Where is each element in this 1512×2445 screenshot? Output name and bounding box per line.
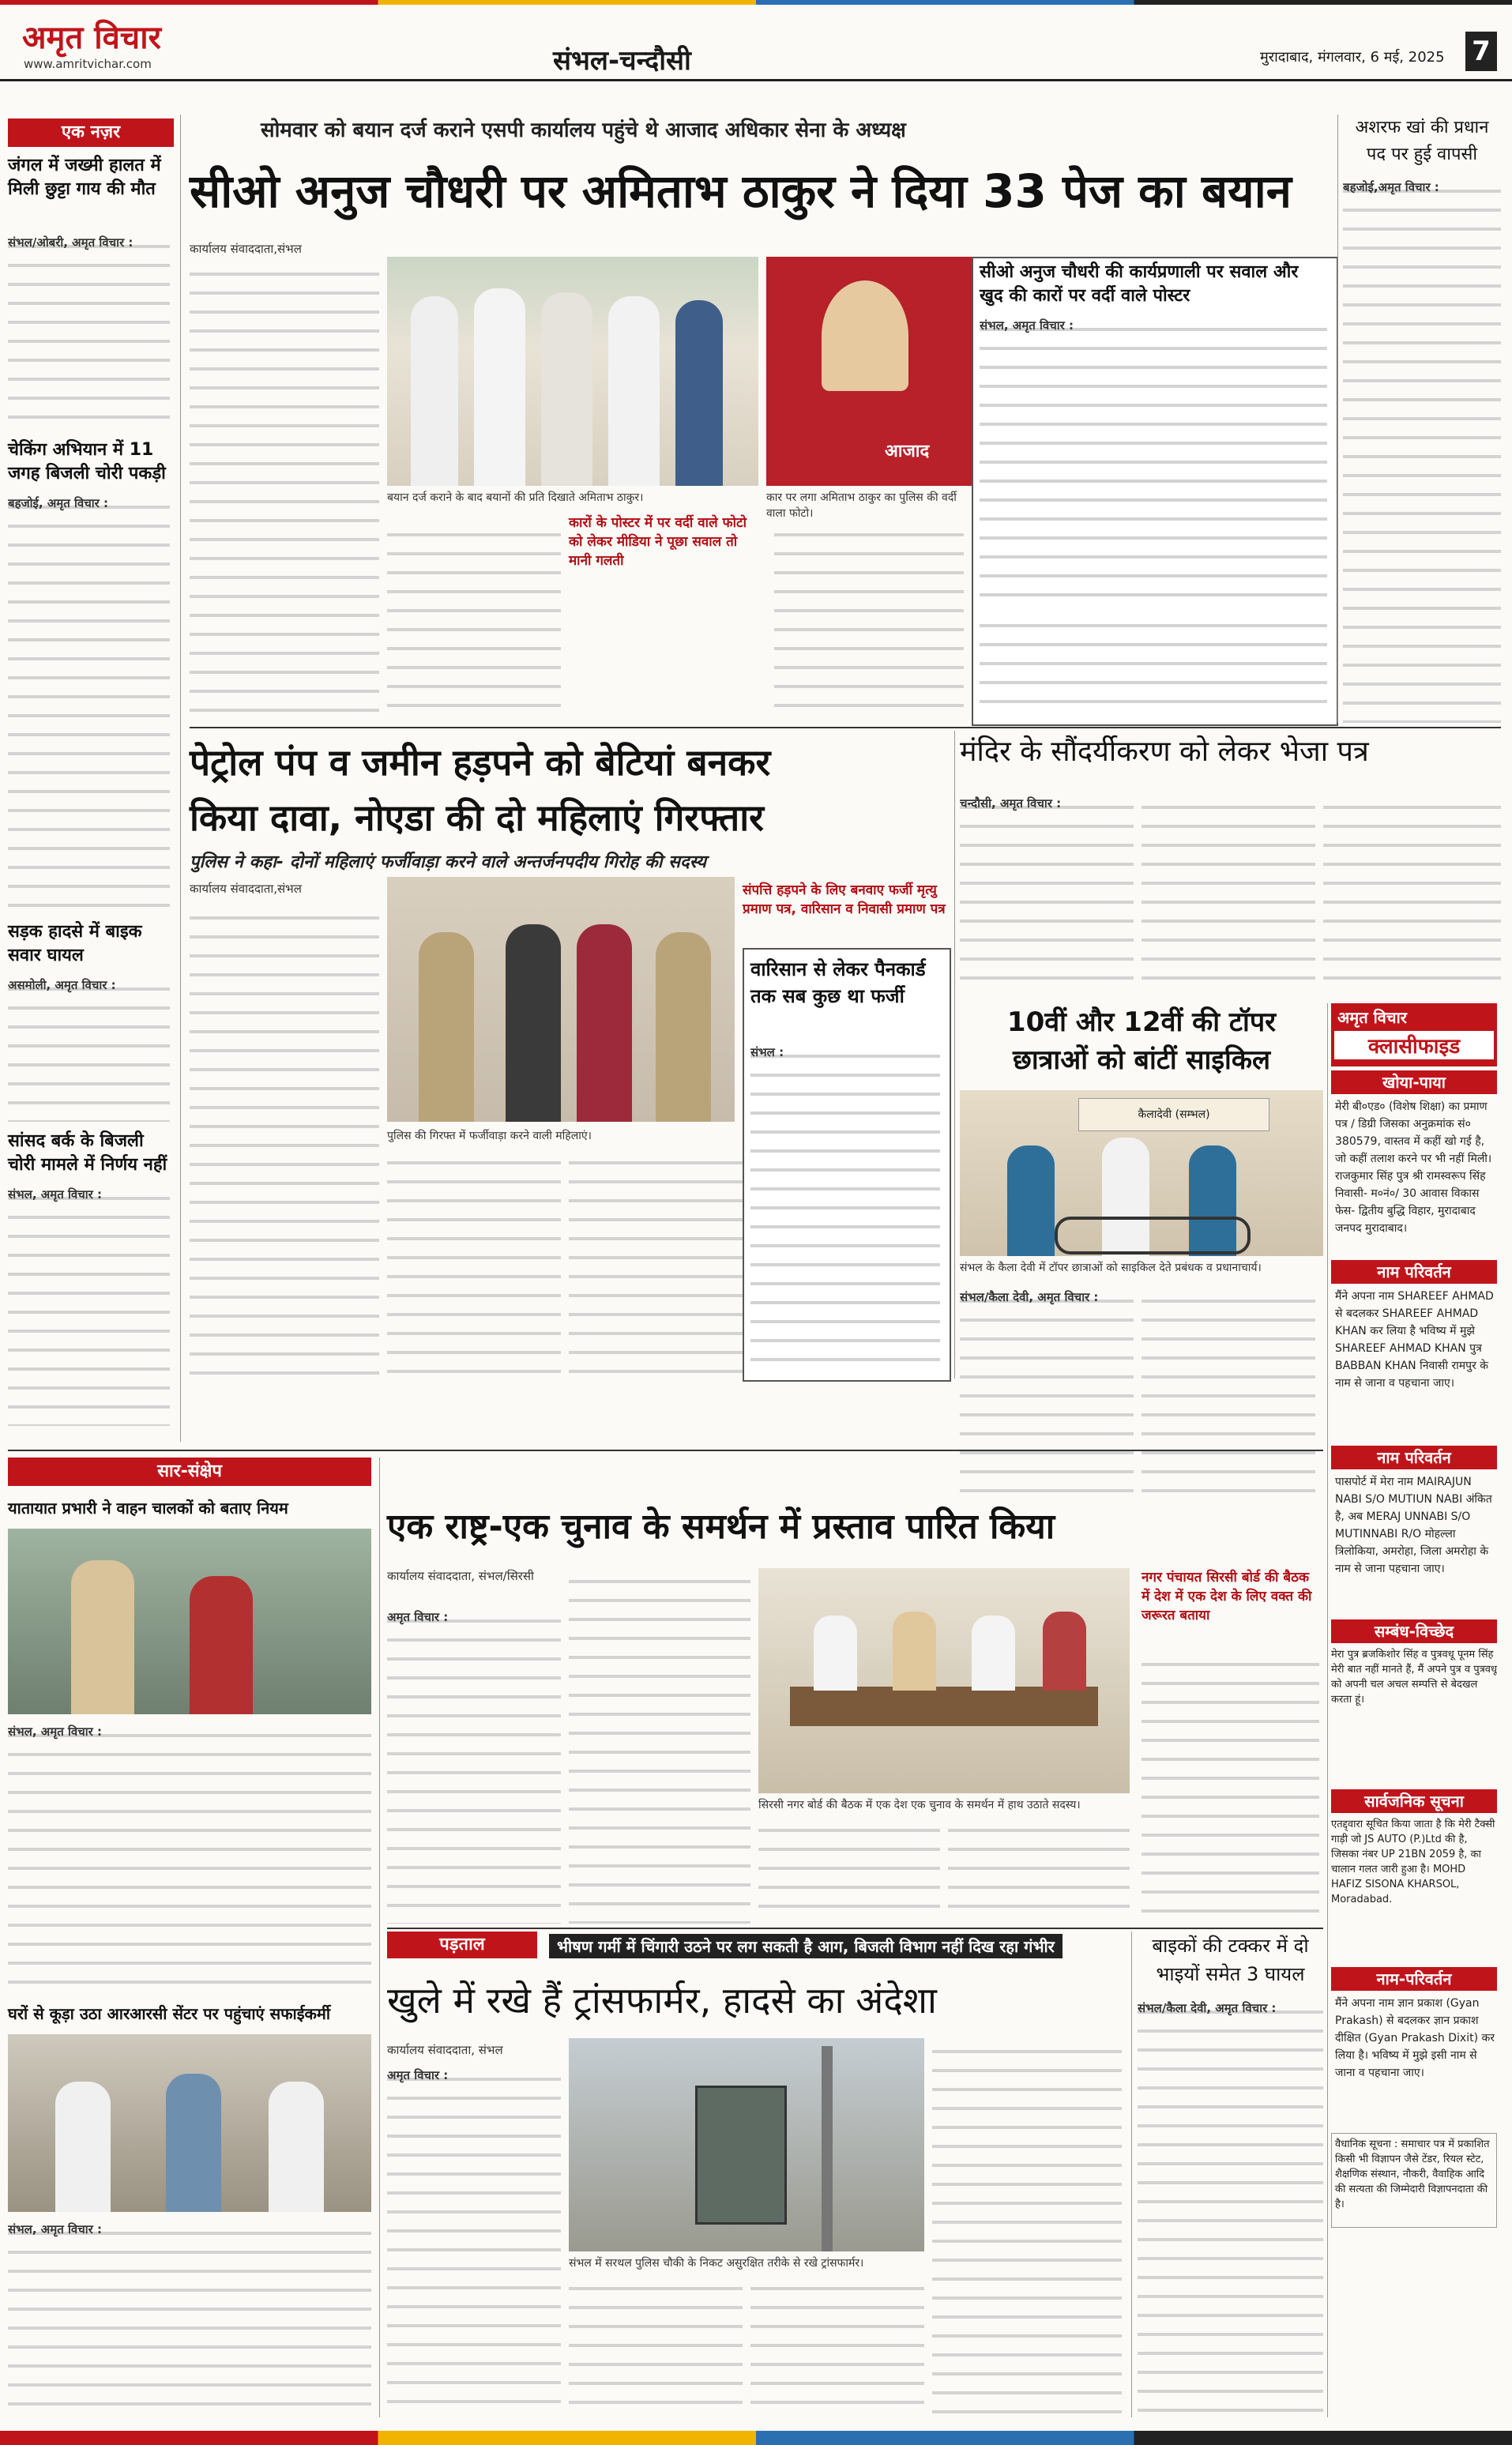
story7-column: [932, 2038, 1122, 2417]
person-figure: [166, 2074, 221, 2212]
story5-photo: [960, 1090, 1323, 1256]
date-line: मुरादाबाद, मंगलवार, 6 मई, 2025: [1260, 49, 1445, 66]
column-rule: [1337, 115, 1338, 723]
column-rule: [1327, 1003, 1328, 2417]
classified-section-heading: नाम परिवर्तन: [1331, 1446, 1497, 1469]
poster-text: आजाद: [885, 442, 930, 461]
classified-header: [1331, 1003, 1497, 1066]
sidebar-item-body: संभल/ओबरी, अमृत विचार :: [8, 233, 170, 431]
story1-column: [774, 521, 964, 723]
story4-column: [1323, 794, 1501, 995]
story6-column: [1142, 1651, 1319, 1924]
story5-photo-caption: संभल के कैला देवी में टॉपर छात्राओं को साइकिल देते प्रबंधक व प्रधानाचार्य।: [960, 1262, 1262, 1274]
person-figure: [411, 296, 458, 486]
person-figure: [1007, 1145, 1055, 1256]
school-banner-text: कैलादेवी (सम्भल): [1138, 1108, 1210, 1121]
person-figure: [1043, 1612, 1086, 1691]
classified-section-text: एतद्द्वारा सूचित किया जाता है कि मेरी टैक्सी गाड़ी जो JS AUTO (P.)Ltd की है, जिसका नंबर UP 21BN 2059 है, का चालान गलत जारी हुआ है। MOHD HAFIZ SISONA KHARSOL, Moradabad.: [1331, 1819, 1495, 1905]
classified-section-text: मैंने अपना नाम ज्ञान प्रकाश (Gyan Prakash) से बदलकर ज्ञान प्रकाश दीक्षित (Gyan Prakash Dixit) कर लिया है। भविष्य में मुझे इसी नाम से जाना व पहचाना जाए।: [1335, 1997, 1495, 2079]
utility-pole: [822, 2046, 833, 2251]
story2-headline: अशरफ खां की प्रधान पद पर हुई वापसी: [1355, 118, 1489, 164]
person-figure: [608, 296, 660, 486]
story7-tag: पड़ताल: [387, 1932, 537, 1958]
story1-column: [190, 261, 379, 723]
story6-byline: कार्यालय संवाददाता, संभल/सिरसी: [387, 1569, 534, 1583]
person-figure: [474, 288, 525, 486]
story1-poster-photo: [766, 257, 972, 486]
bicycle: [1055, 1217, 1251, 1254]
person-figure: [506, 924, 561, 1122]
masthead-url: www.amritvichar.com: [24, 57, 152, 71]
page-number: 7: [1465, 32, 1497, 71]
story1-sidebox-body: संभल, अमृत विचार :: [980, 316, 1327, 600]
classified-section-heading: सार्वजनिक सूचना: [1331, 1789, 1497, 1813]
story3-callout: संपत्ति हड़पने के लिए बनवाए फर्जी मृत्यु प्रमाण पत्र, वारिसान व निवासी प्रमाण पत्र: [743, 882, 946, 917]
story3-headline-line: किया दावा, नोएडा की दो महिलाएं गिरफ्तार: [190, 796, 764, 839]
story3-photo: [387, 877, 735, 1122]
person-figure: [55, 2082, 111, 2212]
person-figure: [972, 1616, 1015, 1691]
story6-headline: एक राष्ट्र-एक चुनाव के समर्थन में प्रस्ताव पारित किया: [387, 1506, 1055, 1547]
school-banner: [1078, 1098, 1269, 1131]
story5-headline: [960, 1003, 1323, 1079]
saar-label: सार-संक्षेप: [8, 1458, 371, 1486]
story5-column: [1142, 1288, 1315, 1493]
story1-byline: कार्यालय संवाददाता,संभल: [190, 242, 302, 256]
story6-column: [758, 1817, 940, 1924]
person-figure: [577, 924, 632, 1122]
story6-photo-caption: सिरसी नगर बोर्ड की बैठक में एक देश एक चुनाव के समर्थन में हाथ उठाते सदस्य।: [758, 1799, 1081, 1811]
sidebar-item-body: असमोली, अमृत विचार :: [8, 976, 170, 1122]
section-rule: [387, 1928, 1323, 1929]
story1-photo-group: [387, 257, 758, 486]
classified-section-text: पासपोर्ट में मेरा नाम MAIRAJUN NABI S/O MUTIUN NABI अंकित है, अब MERAJ UNNABI S/O MUTINNABI R/O मोहल्ला त्रिलोकिया, अमरोहा, जिला अमरोहा के नाम से जाना पहचाना जाए।: [1335, 1476, 1492, 1575]
saar-item1-body: संभल, अमृत विचार :: [8, 1722, 371, 1999]
story7-kicker: भीषण गर्मी में चिंगारी उठने पर लग सकती है आग, बिजली विभाग नहीं दिख रहा गंभीर: [549, 1934, 1063, 1958]
sidebar-item-title: जंगल में जख्मी हालत में मिली छुट्टा गाय की मौत: [8, 156, 161, 199]
story3-headline: [190, 735, 948, 845]
sidebar-item-body: संभल, अमृत विचार :: [8, 1185, 170, 1426]
classified-section-text: मेरा पुत्र ब्रजकिशोर सिंह व पुत्रवधू पूनम सिंह मेरी बात नहीं मानते हैं, मैं अपने पुत्र व पुत्रवधू को अपनी चल अचल सम्पत्ति से बेदखल करता हूं।: [1331, 1649, 1497, 1706]
story6-callout: नगर पंचायत सिरसी बोर्ड की बैठक में देश में एक देश के लिए वक्त की जरूरत बताया: [1142, 1570, 1312, 1623]
classified-section-heading: नाम परिवर्तन: [1331, 1260, 1497, 1284]
person-figure: [419, 932, 474, 1122]
column-rule: [1131, 1932, 1132, 2417]
story5-column: संभल/कैला देवी, अमृत विचार :: [960, 1288, 1134, 1493]
person-figure: [893, 1612, 936, 1691]
story3-column: [387, 1149, 561, 1375]
story1-poster-caption: कार पर लगा अमिताभ ठाकुर का पुलिस की वर्दी वाला फोटो।: [766, 491, 957, 520]
story6-column: [948, 1817, 1130, 1924]
person-figure: [814, 1616, 857, 1691]
classified-title: क्लासीफाइड: [1334, 1031, 1494, 1059]
story7-column: [750, 2275, 924, 2417]
classified-section-heading: सम्बंध-विच्छेद: [1331, 1619, 1497, 1643]
transformer: [695, 2086, 787, 2225]
sidebar-label: एक नज़र: [8, 118, 174, 147]
story1-sidebox-headline: सीओ अनुज चौधरी की कार्यप्रणाली पर सवाल और खुद की कारों पर वर्दी वाले पोस्टर: [980, 262, 1299, 306]
person-figure: [71, 1560, 134, 1714]
column-rule: [954, 731, 955, 1379]
story3-sidebox-headline: वारिसान से लेकर पैनकार्ड तक सब कुछ था फर्जी: [750, 958, 926, 1007]
classified-section-text: मैंने अपना नाम SHAREEF AHMAD से बदलकर SHAREEF AHMAD KHAN कर लिया है भविष्य में मुझे SHAREEF AHMAD KHAN पुत्र BABBAN KHAN निवासी रामपुर के नाम से जाना व पहचाना जाए।: [1335, 1290, 1494, 1390]
story7-byline: कार्यालय संवाददाता, संभल: [387, 2043, 503, 2057]
section-title: संभल-चन्दौसी: [553, 45, 691, 77]
story3-sidebox-body: संभल :: [750, 1043, 940, 1375]
classified-section-text: मेरी बी०एड० (विशेष शिक्षा) का प्रमाण पत्र / डिग्री जिसका अनुक्रमांक सं० 380579, वास्तव में कहीं खो गई है, जो कहीं तलाश करने पर भी नहीं मिली। राजकुमार सिंह पुत्र श्री रामस्वरूप सिंह निवासी- म०नं०/ 30 आवास विकास फेस- द्वितीय बुद्धि विहार, मुरादाबाद जनपद मुरादाबाद।: [1335, 1100, 1492, 1235]
person-figure: [190, 1576, 253, 1714]
meeting-table: [790, 1687, 1098, 1726]
story1-column: [387, 521, 561, 723]
story3-column: [569, 1149, 743, 1375]
section-rule: [8, 1450, 1323, 1451]
masthead-logo: अमृत विचार: [22, 19, 161, 56]
saar-item1-title: यातायात प्रभारी ने वाहन चालकों को बताए नियम: [8, 1499, 288, 1518]
person-figure: [656, 932, 711, 1122]
story3-column: [190, 905, 379, 1375]
sidebar-item-body: बहजोई, अमृत विचार :: [8, 494, 170, 908]
story7-headline: खुले में रखे हैं ट्रांसफार्मर, हादसे का अंदेशा: [387, 1979, 937, 2022]
story4-column: [1142, 794, 1315, 995]
poster-portrait: [822, 280, 908, 391]
story5-headline-line: 10वीं और 12वीं की टॉपर: [1006, 1006, 1277, 1038]
saar-item2-photo: [8, 2034, 371, 2212]
header-rule: [0, 79, 1512, 81]
story1-sidebox-body: [980, 612, 1327, 719]
top-color-strip: [0, 0, 1512, 5]
story7-photo-caption: संभल में सरथल पुलिस चौकी के निकट असुरक्षित तरीके से रखे ट्रांसफार्मर।: [569, 2257, 864, 2270]
story4-column: चन्दौसी, अमृत विचार :: [960, 794, 1134, 995]
section-rule: [190, 727, 1501, 728]
saar-item1-photo: [8, 1529, 371, 1714]
story1-callout: कारों के पोस्टर में पर वर्दी वाले फोटो को लेकर मीडिया ने पूछा सवाल तो मानी गलती: [569, 515, 747, 569]
classified-disclaimer: वैधानिक सूचना : समाचार पत्र में प्रकाशित किसी भी विज्ञापन जैसे टेंडर, रियल स्टेट, शैक्षणिक संस्थान, नौकरी, वैवाहिक आदि की सत्यता की जिम्मेदारी विज्ञापनदाता की है।: [1331, 2133, 1497, 2228]
story6-column: [569, 1568, 750, 1924]
person-figure: [541, 292, 592, 486]
story3-kicker: पुलिस ने कहा- दोनों महिलाएं फर्जीवाड़ा करने वाले अन्तर्जनपदीय गिरोह की सदस्य: [190, 852, 707, 872]
story3-headline-line: पेट्रोल पंप व जमीन हड़पने को बेटियां बनकर: [190, 741, 771, 784]
story7-column: अमृत विचार :: [387, 2066, 561, 2417]
bottom-color-strip: [0, 2431, 1512, 2445]
story3-photo-caption: पुलिस की गिरफ्त में फर्जीवाड़ा करने वाली महिलाएं।: [387, 1130, 592, 1142]
story1-photo-caption: बयान दर्ज कराने के बाद बयानों की प्रति दिखाते अमिताभ ठाकुर।: [387, 491, 644, 504]
story4-headline: मंदिर के सौंदर्यीकरण को लेकर भेजा पत्र: [960, 735, 1369, 768]
column-rule: [379, 1458, 380, 2417]
story6-column: अमृत विचार :: [387, 1608, 561, 1924]
saar-item2-title: घरों से कूड़ा उठा आरआरसी सेंटर पर पहुंचाएं सफाईकर्मी: [8, 2004, 331, 2023]
story7-photo: [569, 2038, 924, 2251]
story8-column: संभल/कैला देवी, अमृत विचार :: [1138, 1999, 1323, 2417]
story8-headline: बाइकों की टक्कर में दो भाइयों समेत 3 घायल: [1152, 1935, 1309, 1985]
story1-headline: सीओ अनुज चौधरी पर अमिताभ ठाकुर ने दिया 33 पेज का बयान: [190, 164, 1292, 218]
sidebar-item-title: सड़क हादसे में बाइक सवार घायल: [8, 922, 142, 965]
story1-kicker: सोमवार को बयान दर्ज कराने एसपी कार्यालय पहुंचे थे आजाद अधिकार सेना के अध्यक्ष: [261, 118, 906, 142]
classified-section-heading: खोया-पाया: [1331, 1070, 1497, 1094]
classified-section-heading: नाम-परिवर्तन: [1331, 1967, 1497, 1991]
sidebar-item-title: सांसद बर्क के बिजली चोरी मामले में निर्णय नहीं: [8, 1131, 167, 1175]
sidebar-item-title: चेकिंग अभियान में 11 जगह बिजली चोरी पकड़ी: [8, 440, 166, 483]
person-figure: [675, 300, 723, 486]
column-rule: [180, 115, 181, 1442]
story2-column: बहजोई,अमृत विचार :: [1343, 178, 1501, 723]
classified-logo: अमृत विचार: [1337, 1008, 1407, 1027]
story3-byline: कार्यालय संवाददाता,संभल: [190, 882, 302, 896]
story7-column: [569, 2275, 743, 2417]
saar-item2-body: संभल, अमृत विचार :: [8, 2220, 371, 2417]
story5-headline-line: छात्राओं को बांटीं साइकिल: [1012, 1044, 1270, 1076]
story6-photo: [758, 1568, 1130, 1793]
person-figure: [269, 2082, 324, 2212]
